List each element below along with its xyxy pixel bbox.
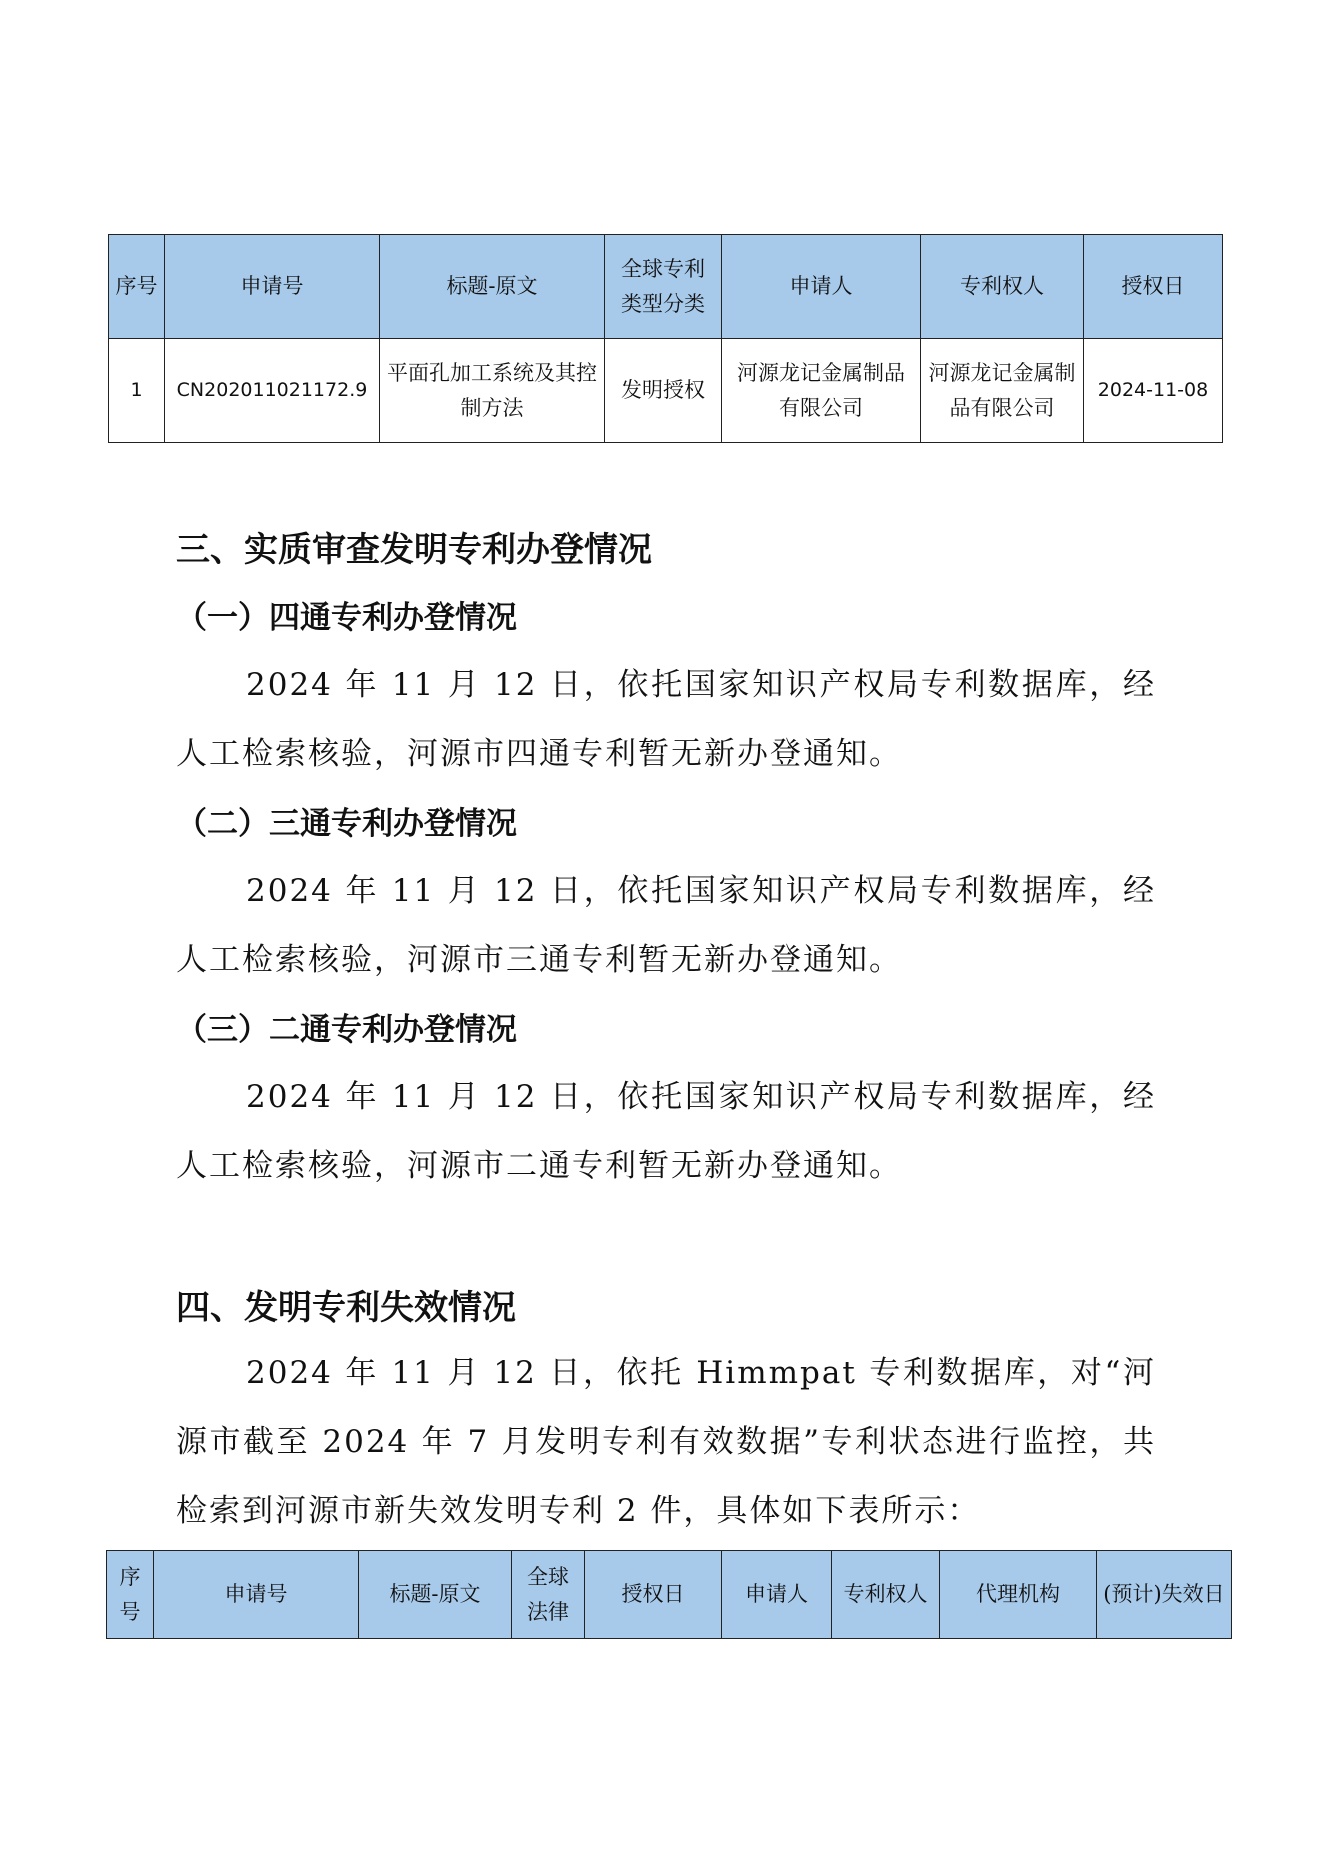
header-cell: 申请号	[154, 1551, 359, 1639]
header-cell: 专利权人	[832, 1551, 940, 1639]
granted-patents-table	[108, 234, 1223, 443]
cell-applicant: 河源龙记金属制品有限公司	[722, 339, 921, 443]
subsection-2-paragraph: 2024 年 11 月 12 日，依托国家知识产权局专利数据库，经人工检索核验，河源市三通专利暂无新办登通知。	[176, 873, 1156, 978]
subsection-2-heading: （二）三通专利办登情况	[176, 806, 517, 842]
header-cell: 授权日	[1084, 235, 1223, 339]
header-cell: 申请人	[722, 235, 921, 339]
section-3-heading: 三、实质审查发明专利办登情况	[176, 530, 652, 570]
cell-grant-date: 2024-11-08	[1084, 339, 1223, 443]
subsection-1-heading: （一）四通专利办登情况	[176, 600, 517, 636]
header-cell: 授权日	[585, 1551, 722, 1639]
header-cell: 标题-原文	[359, 1551, 512, 1639]
cell-index: 1	[109, 339, 165, 443]
subsection-3-paragraph: 2024 年 11 月 12 日，依托国家知识产权局专利数据库，经人工检索核验，河源市二通专利暂无新办登通知。	[176, 1079, 1156, 1184]
header-cell: 申请人	[722, 1551, 832, 1639]
header-cell: 专利权人	[921, 235, 1084, 339]
cell-patentee: 河源龙记金属制品有限公司	[921, 339, 1084, 443]
invalid-patents-table	[106, 1550, 1232, 1639]
table-header-row	[107, 1551, 1232, 1639]
header-cell: 全球法律	[512, 1551, 585, 1639]
header-cell: 序号	[107, 1551, 154, 1639]
header-cell: 申请号	[165, 235, 380, 339]
subsection-3-heading: （三）二通专利办登情况	[176, 1012, 517, 1048]
cell-patent-type: 发明授权	[605, 339, 722, 443]
section-4-paragraph: 2024 年 11 月 12 日，依托 Himmpat 专利数据库，对“河源市截至 2024 年 7 月发明专利有效数据”专利状态进行监控，共检索到河源市新失效发明专利 2 件，具体如下表所示：	[176, 1355, 1156, 1529]
header-cell: 序号	[109, 235, 165, 339]
header-cell: 全球专利类型分类	[605, 235, 722, 339]
table-header-row	[109, 235, 1223, 339]
subsection-1-paragraph: 2024 年 11 月 12 日，依托国家知识产权局专利数据库，经人工检索核验，河源市四通专利暂无新办登通知。	[176, 667, 1156, 772]
cell-title: 平面孔加工系统及其控制方法	[380, 339, 605, 443]
cell-application-number: CN202011021172.9	[165, 339, 380, 443]
header-cell: 代理机构	[940, 1551, 1097, 1639]
table-row	[109, 339, 1223, 443]
header-cell: (预计)失效日	[1097, 1551, 1232, 1639]
header-cell: 标题-原文	[380, 235, 605, 339]
section-4-heading: 四、发明专利失效情况	[176, 1288, 516, 1328]
